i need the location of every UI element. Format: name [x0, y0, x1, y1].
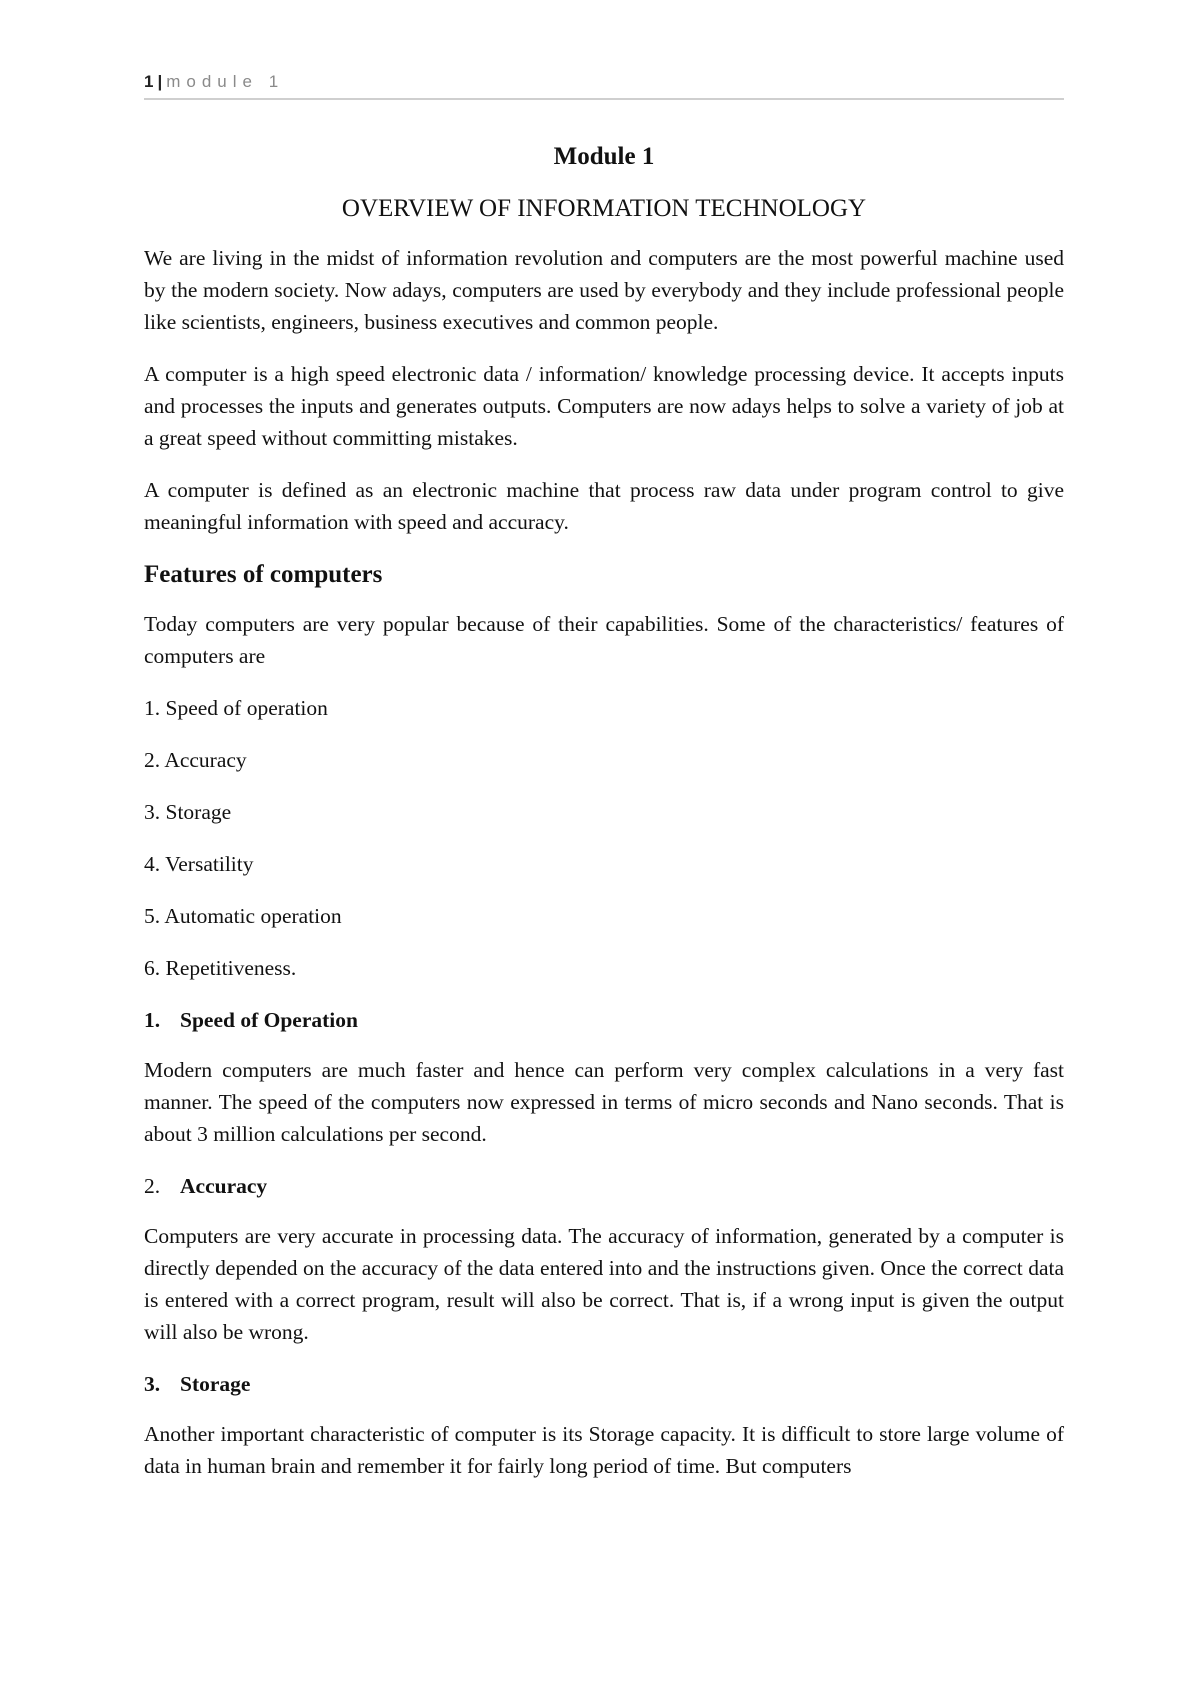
features-heading: Features of computers	[144, 561, 383, 588]
section-heading-accuracy	[144, 1170, 1064, 1202]
section-title: Storage	[180, 1372, 251, 1396]
section-number: 1.	[144, 1008, 161, 1032]
intro-paragraph: We are living in the midst of information revolution and computers are the most powerful machine used by the modern society. Now adays, computers are used by everybody and they include professional people like scientists, engineers, business executives and common people.	[144, 246, 1064, 334]
feature-list-item: 2. Accuracy	[144, 748, 247, 772]
header-separator: |	[157, 72, 163, 91]
intro-paragraph: A computer is a high speed electronic data / information/ knowledge processing device. It accepts inputs and processes the inputs and generates outputs. Computers are now adays helps to solve a variety of job at a great speed without committing mistakes.	[144, 362, 1064, 450]
document-title: Module 1	[553, 143, 655, 170]
section-number: 2.	[144, 1174, 161, 1198]
section-title: Accuracy	[180, 1174, 268, 1198]
section-number: 3.	[144, 1372, 161, 1396]
feature-list-item: 4. Versatility	[144, 852, 254, 876]
document-subtitle: OVERVIEW OF INFORMATION TECHNOLOGY	[341, 195, 867, 222]
section-heading-speed	[144, 1004, 1064, 1036]
document-body	[144, 140, 1064, 1502]
page-number: 1	[144, 72, 154, 91]
feature-list-item: 3. Storage	[144, 800, 232, 824]
section-body-speed: Modern computers are much faster and hence can perform very complex calculations in a very fast manner. The speed of the computers now expressed in terms of micro seconds and Nano seconds. That is about 3 million calculations per second.	[144, 1058, 1064, 1146]
feature-list-item: 1. Speed of operation	[144, 696, 328, 720]
section-heading-storage	[144, 1368, 1064, 1400]
section-title: Speed of Operation	[180, 1008, 358, 1032]
header-label: module 1	[166, 72, 285, 91]
feature-list-item: 6. Repetitiveness.	[144, 956, 297, 980]
feature-list-item: 5. Automatic operation	[144, 904, 342, 928]
page-header	[144, 72, 1064, 100]
features-intro: Today computers are very popular because of their capabilities. Some of the characteristics/ features of computers are	[144, 612, 1064, 668]
intro-paragraph: A computer is defined as an electronic machine that process raw data under program control to give meaningful information with speed and accuracy.	[144, 478, 1064, 534]
section-body-storage: Another important characteristic of computer is its Storage capacity. It is difficult to store large volume of data in human brain and remember it for fairly long period of time. But computers	[144, 1422, 1064, 1478]
section-body-accuracy: Computers are very accurate in processing data. The accuracy of information, generated by a computer is directly depended on the accuracy of the data entered into and the instructions given. Once the correct data is entered with a correct program, result will also be correct. That is, if a wrong input is given the output will also be wrong.	[144, 1224, 1064, 1344]
